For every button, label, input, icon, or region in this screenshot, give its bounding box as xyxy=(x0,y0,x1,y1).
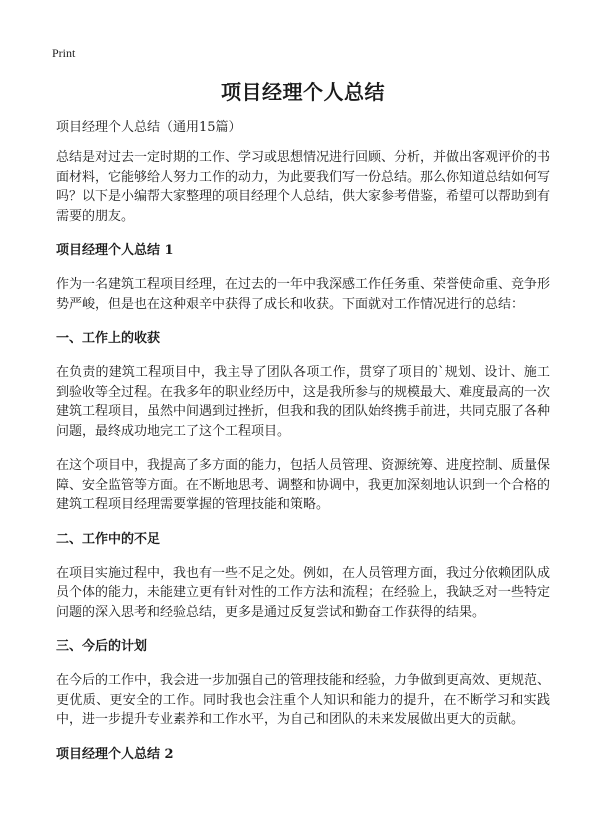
heading-future-plan: 三、今后的计划 xyxy=(56,639,148,654)
section-1-intro: 作为一名建筑工程项目经理，在过去的一年中我深感工作任务重、荣誉使命重、竞争形势严峻，但是也在这种艰辛中获得了成长和收获。下面就对工作情况进行的总结： xyxy=(56,277,551,312)
plan-paragraph: 在今后的工作中，我会进一步加强自己的管理技能和经验，力争做到更高效、更规范、更优质、更安全的工作。同时我也会注重个人知识和能力的提升，在不断学习和实践中，进一步提升专业素养和工作水平，为自己和团队的未来发展做出更大的贡献。 xyxy=(56,673,551,727)
print-link[interactable]: Print xyxy=(52,46,76,60)
heading-shortfalls: 二、工作中的不足 xyxy=(56,531,161,547)
intro-paragraph: 总结是对过去一定时期的工作、学习或思想情况进行回顾、分析，并做出客观评价的书面材料，它能够给人努力工作的动力，为此要我们写一份总结。那么你知道总结如何写吗？以下是小编帮大家整理的项目经理个人总结，供大家参考借鉴，希望可以帮助到有需要的朋友。 xyxy=(56,150,551,224)
section-2-title: 项目经理个人总结 2 xyxy=(56,746,174,762)
document-content xyxy=(56,80,550,779)
work-paragraph-1: 在负责的建筑工程项目中，我主导了团队各项工作，贯穿了项目的`规划、设计、施工到验收等全过程。在我多年的职业经历中，这是我所参与的规模最大、难度最高的一次建筑工程项目，虽然中间遇到过挫折，但我和我的团队始终携手前进，共同克服了各种问题，最终成功地完工了这个工程项目。 xyxy=(56,365,551,439)
section-1-title: 项目经理个人总结 1 xyxy=(56,243,174,258)
shortfall-paragraph: 在项目实施过程中，我也有一些不足之处。例如，在人员管理方面，我过分依赖团队成员个体的能力，未能建立更有针对性的工作方法和流程；在经验上，我缺乏对一些特定问题的深入思考和经验总结，更多是通过反复尝试和勤奋工作获得的结果。 xyxy=(56,565,551,620)
document-subtitle: 项目经理个人总结（通用15篇） xyxy=(56,120,242,135)
page-title: 项目经理个人总结 xyxy=(221,80,385,104)
work-paragraph-2: 在这个项目中，我提高了多方面的能力，包括人员管理、资源统筹、进度控制、质量保障、安全监管等方面。在不断地思考、调整和协调中，我更加深刻地认识到一个合格的建筑工程项目经理需要掌握的管理技能和策略。 xyxy=(56,458,551,512)
heading-work-gains: 一、工作上的收获 xyxy=(56,331,161,346)
